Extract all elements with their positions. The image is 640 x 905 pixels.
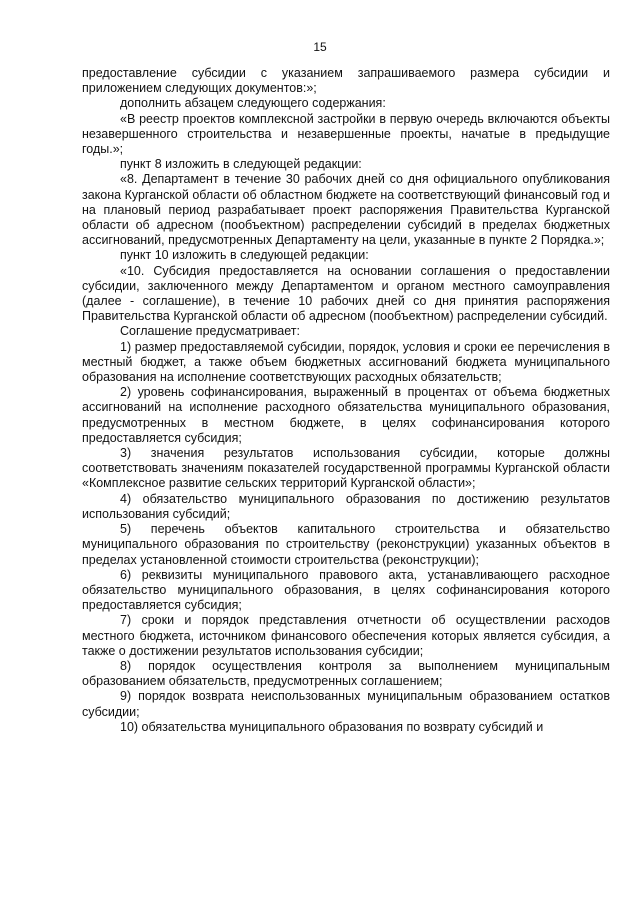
list-item: 1) размер предоставляемой субсидии, порядок, условия и сроки ее перечисления в местный бюджет, а также объем бюджетных ассигнований бюджета муниципального образования на исполнение соответствующих расходных обязательств;: [82, 339, 610, 385]
list-item: 8) порядок осуществления контроля за выполнением муниципальным образованием обязательств, предусмотренных соглашением;: [82, 658, 610, 689]
list-item: 3) значения результатов использования субсидии, которые должны соответствовать значениям показателей государственной программы Курганской области «Комплексное развитие сельских территорий Курганской области»;: [82, 446, 610, 491]
list-item: 6) реквизиты муниципального правового акта, устанавливающего расходное обязательство муниципального образования, в целях софинансирования которого предоставляется субсидия;: [82, 567, 610, 613]
list-item: 10) обязательства муниципального образования по возврату субсидий и: [120, 719, 544, 734]
paragraph: «10. Субсидия предоставляется на основании соглашения о предоставлении субсидии, заключенного между Департаментом и органом местного самоуправления (далее - соглашение), в течение 10 рабочих дней со дня принятия распоряжения Правительства Курганской области об адресном (пообъектном) распределении субсидий.: [82, 263, 610, 324]
page-number: 15: [313, 40, 327, 54]
paragraph: дополнить абзацем следующего содержания:: [120, 96, 386, 111]
paragraph: «8. Департамент в течение 30 рабочих дней со дня официального опубликования закона Курганской области об областном бюджете на соответствующий финансовый год и на плановый период разрабатывает проект распоряжения Правительства Курганской области об адресном (пообъектном) распределении субсидий в пределах бюджетных ассигнований, предусмотренных Департаменту на цели, указанные в пункте 2 Порядка.»;: [82, 172, 610, 248]
list-item: 9) порядок возврата неиспользованных муниципальным образованием остатков субсидии;: [82, 689, 610, 719]
list-item: 2) уровень софинансирования, выраженный в процентах от объема бюджетных ассигнований на исполнение расходного обязательства муниципального образования, предусмотренных в местном бюджете, в целях софинансирования которого предоставляется субсидия;: [82, 385, 610, 445]
paragraph: Соглашение предусматривает:: [120, 324, 300, 339]
document-body: [82, 66, 610, 735]
list-item: 4) обязательство муниципального образования по достижению результатов использования субсидий;: [82, 491, 610, 521]
list-item: 7) сроки и порядок представления отчетности об осуществлении расходов местного бюджета, источником финансового обеспечения которых является субсидия, а также о достижении результатов использования субсидии;: [82, 613, 610, 658]
paragraph: пункт 10 изложить в следующей редакции:: [120, 248, 369, 263]
paragraph: пункт 8 изложить в следующей редакции:: [120, 157, 362, 172]
paragraph: «В реестр проектов комплексной застройки в первую очередь включаются объекты незавершенного строительства и незавершенные проекты, начатые в предыдущие годы.»;: [82, 111, 610, 157]
list-item: 5) перечень объектов капитального строительства и обязательство муниципального образования по строительству (реконструкции) указанных объектов в пределах установленной стоимости строительства (реконструкции);: [82, 522, 610, 567]
paragraph: предоставление субсидии с указанием запрашиваемого размера субсидии и приложением следующих документов:»;: [82, 66, 610, 96]
